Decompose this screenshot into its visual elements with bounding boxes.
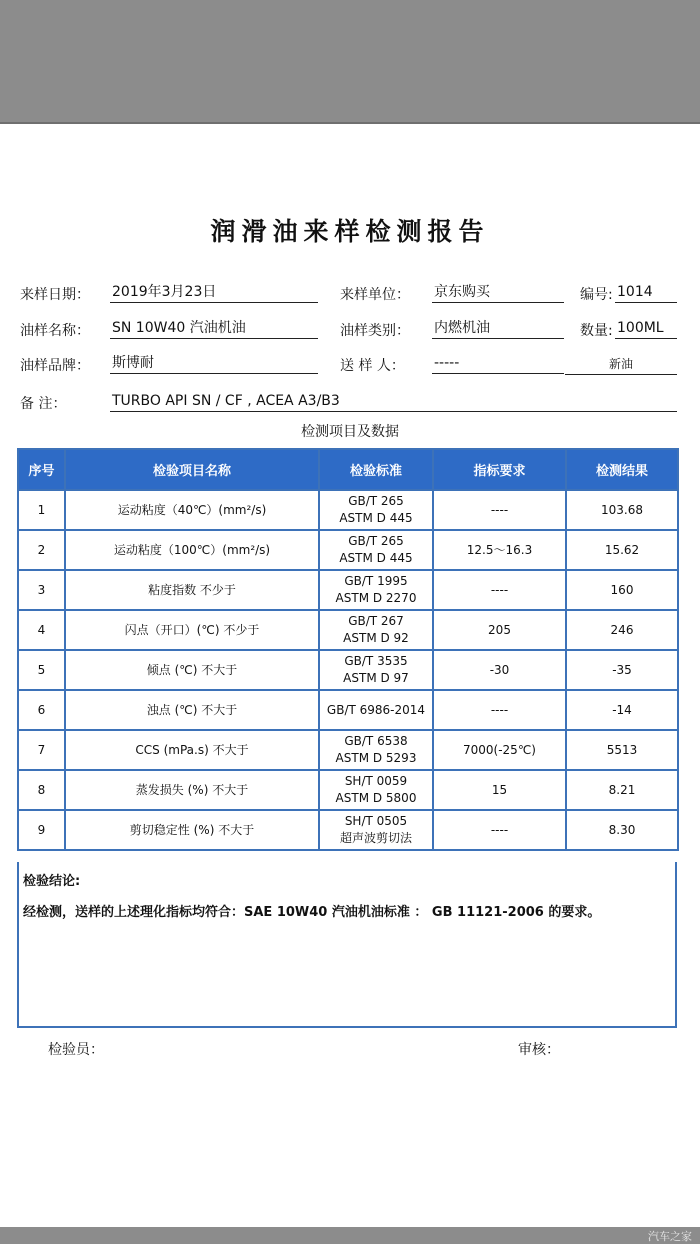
row-standard	[319, 650, 433, 690]
row-item: CCS (mPa.s) 不大于	[65, 730, 319, 770]
oil-name-value: SN 10W40 汽油机油	[110, 317, 318, 339]
row-item: 运动粘度（40℃）(mm²/s)	[65, 490, 319, 530]
row-no: 4	[18, 610, 65, 650]
remark-value: TURBO API SN / CF , ACEA A3/B3	[110, 390, 677, 412]
number-label: 编号:	[580, 287, 613, 303]
row-item: 剪切稳定性 (%) 不大于	[65, 810, 319, 850]
row-no: 1	[18, 490, 65, 530]
row-result: 8.21	[566, 770, 678, 810]
standard-line-2: 超声波剪切法	[339, 831, 412, 845]
row-result: 160	[566, 570, 678, 610]
row-requirement: ----	[433, 490, 566, 530]
remark-label: 备 注：	[20, 396, 67, 412]
row-requirement: 15	[433, 770, 566, 810]
conclusion-box	[17, 862, 677, 1028]
conclusion-heading: 检验结论:	[23, 874, 81, 889]
table-row	[18, 530, 678, 570]
sample-unit-label: 来样单位：	[340, 287, 410, 303]
row-standard	[319, 490, 433, 530]
row-requirement: ----	[433, 690, 566, 730]
table-header-row	[18, 449, 678, 490]
top-divider	[0, 122, 700, 124]
header-requirement: 指标要求	[433, 449, 566, 490]
standard-line-1: GB/T 3535	[344, 654, 408, 668]
standard-line-1: SH/T 0505	[344, 814, 408, 828]
sample-date-value: 2019年3月23日	[110, 281, 318, 303]
standard-line-2: ASTM D 2270	[335, 591, 417, 605]
table-row	[18, 690, 678, 730]
row-result: -14	[566, 690, 678, 730]
oil-brand-value: 斯博耐	[110, 352, 318, 374]
row-requirement: 205	[433, 610, 566, 650]
header-standard: 检验标准	[319, 449, 433, 490]
row-result: 15.62	[566, 530, 678, 570]
standard-line-1: SH/T 0059	[344, 774, 408, 788]
table-row	[18, 730, 678, 770]
row-no: 3	[18, 570, 65, 610]
sender-label: 送 样 人：	[340, 358, 405, 374]
table-title: 检测项目及数据	[301, 424, 399, 440]
row-standard	[319, 530, 433, 570]
row-item: 运动粘度（100℃）(mm²/s)	[65, 530, 319, 570]
standard-line-1: GB/T 265	[348, 494, 404, 508]
row-requirement: -30	[433, 650, 566, 690]
standard-line-2: ASTM D 92	[343, 631, 409, 645]
header-item: 检验项目名称	[65, 449, 319, 490]
oil-state-value: 新油	[565, 353, 677, 375]
row-result: -35	[566, 650, 678, 690]
row-requirement: ----	[433, 570, 566, 610]
inspector-label: 检验员：	[48, 1042, 104, 1058]
row-requirement: ----	[433, 810, 566, 850]
report-title: 润滑油来样检测报告	[210, 217, 490, 246]
row-requirement: 7000(-25℃)	[433, 730, 566, 770]
header-result: 检测结果	[566, 449, 678, 490]
viewer-bottom-bar	[0, 1227, 700, 1244]
row-item: 倾点 (℃) 不大于	[65, 650, 319, 690]
table-row	[18, 570, 678, 610]
standard-line-1: GB/T 6986-2014	[326, 702, 426, 717]
standard-line-1: GB/T 265	[348, 534, 404, 548]
oil-type-value: 内燃机油	[432, 317, 564, 339]
row-requirement: 12.5～16.3	[433, 530, 566, 570]
sample-unit-value: 京东购买	[432, 281, 564, 303]
standard-line-2: ASTM D 445	[339, 511, 413, 525]
viewer-top-bar	[0, 0, 700, 122]
oil-name-label: 油样名称：	[20, 323, 90, 339]
standard-line-1: GB/T 6538	[344, 734, 408, 748]
standard-line-2: ASTM D 445	[339, 551, 413, 565]
row-result: 5513	[566, 730, 678, 770]
row-no: 9	[18, 810, 65, 850]
quantity-value: 100ML	[615, 317, 677, 339]
results-table	[17, 448, 679, 851]
table-row	[18, 650, 678, 690]
row-result: 103.68	[566, 490, 678, 530]
sample-date-label: 来样日期：	[20, 287, 90, 303]
row-result: 246	[566, 610, 678, 650]
watermark: 汽车之家	[648, 1230, 692, 1243]
oil-type-label: 油样类别：	[340, 323, 410, 339]
row-no: 6	[18, 690, 65, 730]
row-item: 浊点 (℃) 不大于	[65, 690, 319, 730]
standard-line-1: GB/T 267	[348, 614, 404, 628]
number-value: 1014	[615, 281, 677, 303]
table-row	[18, 770, 678, 810]
row-item: 蒸发损失 (%) 不大于	[65, 770, 319, 810]
row-item: 闪点（开口）(℃) 不少于	[65, 610, 319, 650]
row-no: 2	[18, 530, 65, 570]
row-standard	[319, 570, 433, 610]
standard-line-2: ASTM D 97	[343, 671, 409, 685]
row-no: 5	[18, 650, 65, 690]
conclusion-text: 经检测，送样的上述理化指标均符合：SAE 10W40 汽油机油标准 ： GB 11121-2006 的要求。	[23, 905, 601, 920]
table-row	[18, 490, 678, 530]
row-result: 8.30	[566, 810, 678, 850]
header-no: 序号	[18, 449, 65, 490]
row-standard	[319, 610, 433, 650]
oil-brand-label: 油样品牌：	[20, 358, 90, 374]
row-standard	[319, 690, 433, 730]
row-standard	[319, 810, 433, 850]
row-no: 7	[18, 730, 65, 770]
row-item: 粘度指数 不少于	[65, 570, 319, 610]
reviewer-label: 审核：	[518, 1042, 560, 1058]
row-standard	[319, 730, 433, 770]
table-row	[18, 610, 678, 650]
quantity-label: 数量:	[580, 323, 613, 339]
standard-line-2: ASTM D 5293	[335, 751, 417, 765]
standard-line-2: ASTM D 5800	[335, 791, 417, 805]
table-row	[18, 810, 678, 850]
row-standard	[319, 770, 433, 810]
row-no: 8	[18, 770, 65, 810]
standard-line-1: GB/T 1995	[344, 574, 408, 588]
sender-value: -----	[432, 352, 564, 374]
